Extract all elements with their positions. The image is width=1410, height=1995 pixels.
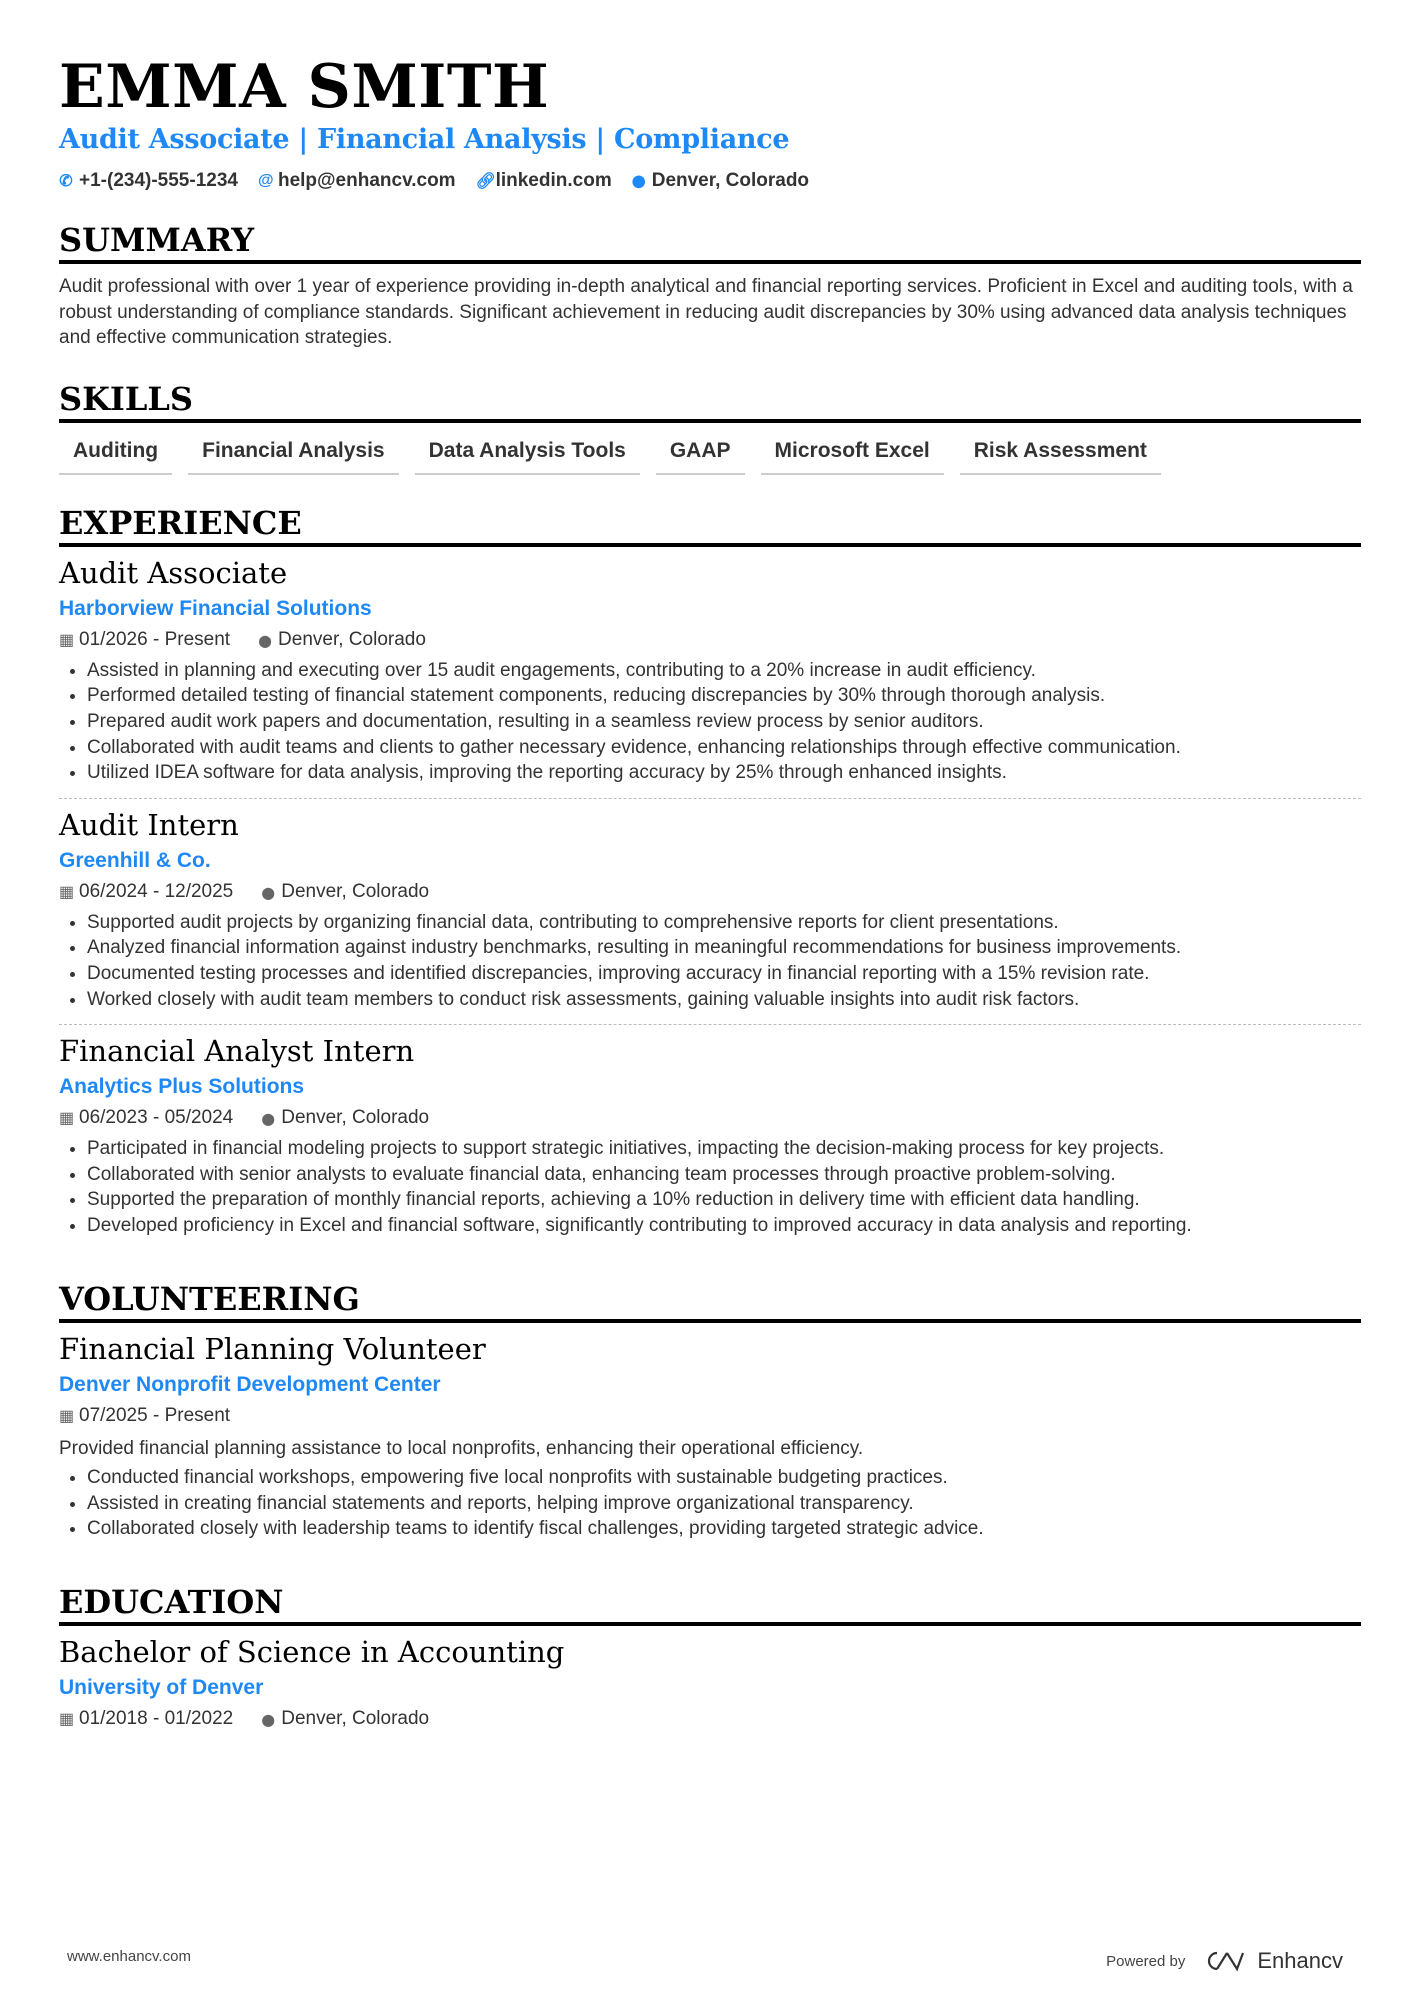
volunteer-bullets <box>59 1465 1361 1542</box>
contact-phone <box>59 170 238 192</box>
bullet-item: • Worked closely with audit team members to conduct risk assessments, gaining valuable insights into audit risk factors. <box>87 987 1361 1013</box>
job-title: Audit Intern <box>59 807 239 842</box>
education-dates: 01/2018 - 01/2022 <box>79 1707 234 1729</box>
experience-entry <box>59 555 1361 798</box>
footer <box>67 1948 1343 1974</box>
location-pin-icon: ⬤ <box>632 174 646 188</box>
volunteer-role: Financial Planning Volunteer <box>59 1331 486 1366</box>
education-heading: EDUCATION <box>59 1582 1361 1626</box>
experience-heading: EXPERIENCE <box>59 503 1361 547</box>
volunteer-entry <box>59 1331 1361 1554</box>
bullet-item: • Prepared audit work papers and documentation, resulting in a seamless review process by senior auditors. <box>87 709 1361 735</box>
bullet-item: • Supported audit projects by organizing financial data, contributing to comprehensive reports for client presentations. <box>87 910 1361 936</box>
education-meta <box>59 1706 1361 1733</box>
volunteer-dates: 07/2025 - Present <box>79 1404 231 1426</box>
bullet-item: • Collaborated with audit teams and clients to gather necessary evidence, enhancing relationships through effective communication. <box>87 735 1361 761</box>
job-bullets <box>59 658 1361 786</box>
contact-location <box>632 170 809 192</box>
skills-heading: SKILLS <box>59 379 1361 423</box>
location-text: Denver, Colorado <box>651 170 810 191</box>
summary-text: Audit professional with over 1 year of experience providing in-depth analytical and financial reporting services. Proficient in Excel and auditing tools, with a robust understanding of compliance standards. Significant achievement in reducing audit discrepancies by 30% using advanced data analysis techniques and effective communication strategies. <box>59 276 1353 349</box>
skill-tag: GAAP <box>656 435 745 475</box>
brand-name: Enhancv <box>1257 1948 1343 1973</box>
company-name: Harborview Financial Solutions <box>59 596 372 620</box>
volunteer-description: Provided financial planning assistance to local nonprofits, enhancing their operational efficiency. <box>59 1437 864 1459</box>
skill-tag: Financial Analysis <box>188 435 398 475</box>
link-icon: 🔗︎ <box>475 173 496 190</box>
location-pin-icon: ⬤ <box>261 1712 275 1727</box>
job-meta <box>59 879 1361 906</box>
volunteer-meta <box>59 1403 1361 1430</box>
job-location: Denver, Colorado <box>278 628 426 650</box>
job-location: Denver, Colorado <box>281 1107 430 1129</box>
bullet-item: • Conducted financial workshops, empowering five local nonprofits with sustainable budgeting practices. <box>87 1465 1361 1491</box>
footer-website[interactable]: www.enhancv.com <box>67 1948 191 1965</box>
school: University of Denver <box>59 1675 264 1699</box>
volunteer-organization: Denver Nonprofit Development Center <box>59 1372 441 1396</box>
company-name: Analytics Plus Solutions <box>59 1075 305 1099</box>
bullet-item: • Developed proficiency in Excel and financial software, significantly contributing to improved accuracy in data analysis and reporting. <box>87 1213 1361 1239</box>
calendar-icon: ▦ <box>59 1110 75 1128</box>
job-title: Financial Analyst Intern <box>59 1034 415 1069</box>
degree: Bachelor of Science in Accounting <box>59 1634 565 1669</box>
contact-bar <box>59 170 1361 192</box>
location-pin-icon: ⬤ <box>258 633 272 648</box>
job-bullets <box>59 1136 1361 1238</box>
enhancv-logo[interactable] <box>1203 1948 1343 1974</box>
skill-tag: Risk Assessment <box>960 435 1161 475</box>
experience-entry <box>59 798 1361 1024</box>
email-text[interactable]: help@enhancv.com <box>277 170 456 191</box>
education-entry <box>59 1634 1361 1739</box>
contact-email[interactable] <box>258 170 456 192</box>
bullet-item: • Analyzed financial information against industry benchmarks, resulting in meaningful recommendations for business improvements. <box>87 935 1361 961</box>
job-title: Audit Associate <box>59 555 288 590</box>
phone-text: +1-(234)-555-1234 <box>79 170 238 191</box>
job-dates: 01/2026 - Present <box>79 628 231 650</box>
job-meta <box>59 627 1361 654</box>
bullet-item: • Collaborated closely with leadership teams to identify fiscal challenges, providing targeted strategic advice. <box>87 1516 1361 1542</box>
skill-tag: Data Analysis Tools <box>415 435 640 475</box>
bullet-item: • Utilized IDEA software for data analysis, improving the reporting accuracy by 25% through enhanced insights. <box>87 760 1361 786</box>
bullet-item: • Supported the preparation of monthly financial reports, achieving a 10% reduction in delivery time with efficient data handling. <box>87 1187 1361 1213</box>
contact-link[interactable] <box>476 170 612 192</box>
bullet-item: • Assisted in creating financial statements and reports, helping improve organizational transparency. <box>87 1491 1361 1517</box>
volunteering-heading: VOLUNTEERING <box>59 1279 1361 1323</box>
candidate-name: EMMA SMITH <box>59 52 550 122</box>
job-bullets <box>59 910 1361 1012</box>
calendar-icon: ▦ <box>59 1710 75 1728</box>
bullet-item: • Assisted in planning and executing over 15 audit engagements, contributing to a 20% increase in audit efficiency. <box>87 658 1361 684</box>
skill-tag: Microsoft Excel <box>761 435 944 475</box>
job-dates: 06/2023 - 05/2024 <box>79 1107 234 1129</box>
calendar-icon: ▦ <box>59 883 75 901</box>
calendar-icon: ▦ <box>59 631 75 649</box>
at-icon: @ <box>257 172 274 189</box>
phone-icon: ✆ <box>59 173 73 190</box>
skill-tag: Auditing <box>59 435 172 475</box>
candidate-headline: Audit Associate | Financial Analysis | Compliance <box>59 124 790 155</box>
bullet-item: • Performed detailed testing of financial statement components, reducing discrepancies by 30% through thorough analysis. <box>87 683 1361 709</box>
skills-list <box>59 435 1361 475</box>
location-pin-icon: ⬤ <box>261 885 275 900</box>
education-location: Denver, Colorado <box>281 1707 430 1729</box>
summary-heading: SUMMARY <box>59 220 1361 264</box>
resume-page <box>59 52 1361 1739</box>
calendar-icon: ▦ <box>59 1407 75 1425</box>
powered-by <box>1106 1948 1343 1974</box>
experience-list <box>59 555 1361 1251</box>
bullet-item: • Collaborated with senior analysts to evaluate financial data, enhancing team processes through proactive problem-solving. <box>87 1162 1361 1188</box>
experience-entry <box>59 1024 1361 1250</box>
location-pin-icon: ⬤ <box>261 1112 275 1127</box>
bullet-item: • Documented testing processes and identified discrepancies, improving accuracy in financial reporting with a 15% revision rate. <box>87 961 1361 987</box>
company-name: Greenhill & Co. <box>59 848 211 872</box>
powered-by-label: Powered by <box>1106 1952 1186 1970</box>
job-dates: 06/2024 - 12/2025 <box>79 880 234 902</box>
bullet-item: • Participated in financial modeling projects to support strategic initiatives, impacting the decision-making process for key projects. <box>87 1136 1361 1162</box>
enhancv-logo-icon <box>1203 1950 1247 1972</box>
job-location: Denver, Colorado <box>281 880 430 902</box>
link-text[interactable]: linkedin.com <box>495 170 612 191</box>
job-meta <box>59 1105 1361 1132</box>
